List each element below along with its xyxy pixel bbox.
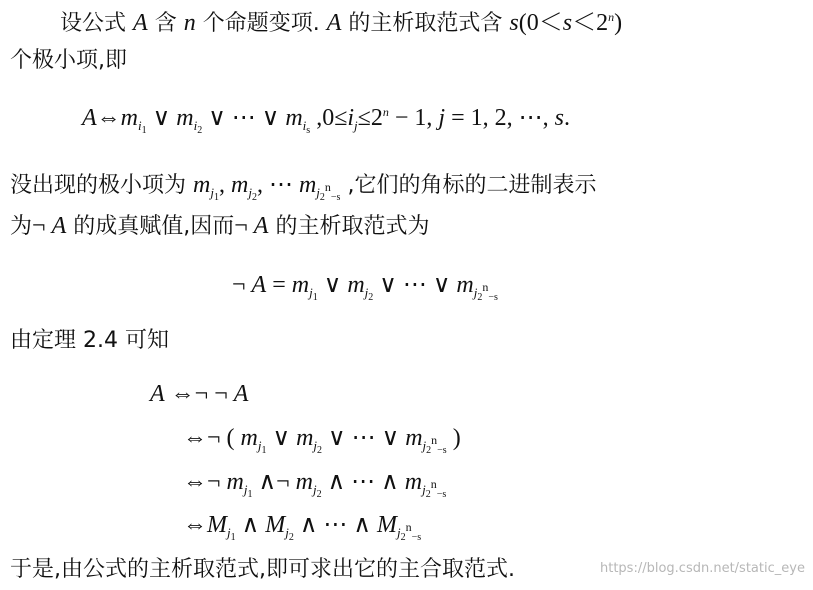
- p1-after-a2: 的主析取范式含: [348, 11, 503, 36]
- p1-between: 含: [154, 11, 177, 36]
- derivation-line-2: ⇔¬ ( $m_{j_1}$ ∨ $m_{j_2}$ ∨ ⋯ ∨ $m_{j_{2^n-s}}$ ): [183, 425, 461, 456]
- derivation-line-1: A ⇔¬ ¬ A: [150, 381, 249, 407]
- derivation-line-4: $\Leftrightarrow M_{j_1}$ ∧ $M_{j_2}$ ∧ ⋯ ∧ $M_{j_{2^n-s}}$: [183, 512, 422, 543]
- paragraph-1-line-1: 设公式 A 含 n 个命题变项. A 的主析取范式含 $s(0<s<2^n)$: [60, 10, 623, 36]
- paragraph-2-line-2: 为¬ A 的成真赋值,因而¬ A 的主析取范式为: [10, 213, 430, 239]
- paragraph-2-line-1: 没出现的极小项为 $m_{j_1}$, $m_{j_2}$, ⋯ $m_{j_{2^n-s}}$ ,它们的角标的二进制表示: [10, 172, 597, 203]
- p4-text: 于是,由公式的主析取范式,即可求出它的主合取范式.: [10, 557, 515, 582]
- equation-2: ¬ $A = m_{j_1}$ ∨ $m_{j_2}$ ∨ ⋯ ∨ $m_{j_{2^n-s}}$: [232, 272, 498, 303]
- equation-1: $A\Leftrightarrow m_{i_1}$ ∨ $m_{i_2}$ ∨ ⋯ ∨ $m_{i_s}$ $,0\le i_j\le 2^n - 1$, j = 1, 2, ⋯, s.: [82, 105, 570, 136]
- watermark: https://blog.csdn.net/static_eye: [600, 561, 805, 576]
- p2-head: 没出现的极小项为: [10, 173, 187, 198]
- paragraph-1-line-2: [10, 47, 127, 75]
- p1-before-a: 设公式: [60, 11, 127, 36]
- p2-tail: ,它们的角标的二进制表示: [347, 173, 597, 198]
- paragraph-4: [10, 556, 515, 584]
- p1-line-2: 个极小项,即: [10, 48, 127, 73]
- paragraph-3: [10, 327, 169, 355]
- p3-text: 由定理 2.4 可知: [10, 328, 169, 353]
- p1-after-n: 个命题变项.: [202, 11, 320, 36]
- derivation-line-3: ⇔¬ $m_{j_1}$ ∧¬ $m_{j_2}$ ∧ ⋯ ∧ $m_{j_{2^n-s}}$: [183, 469, 447, 500]
